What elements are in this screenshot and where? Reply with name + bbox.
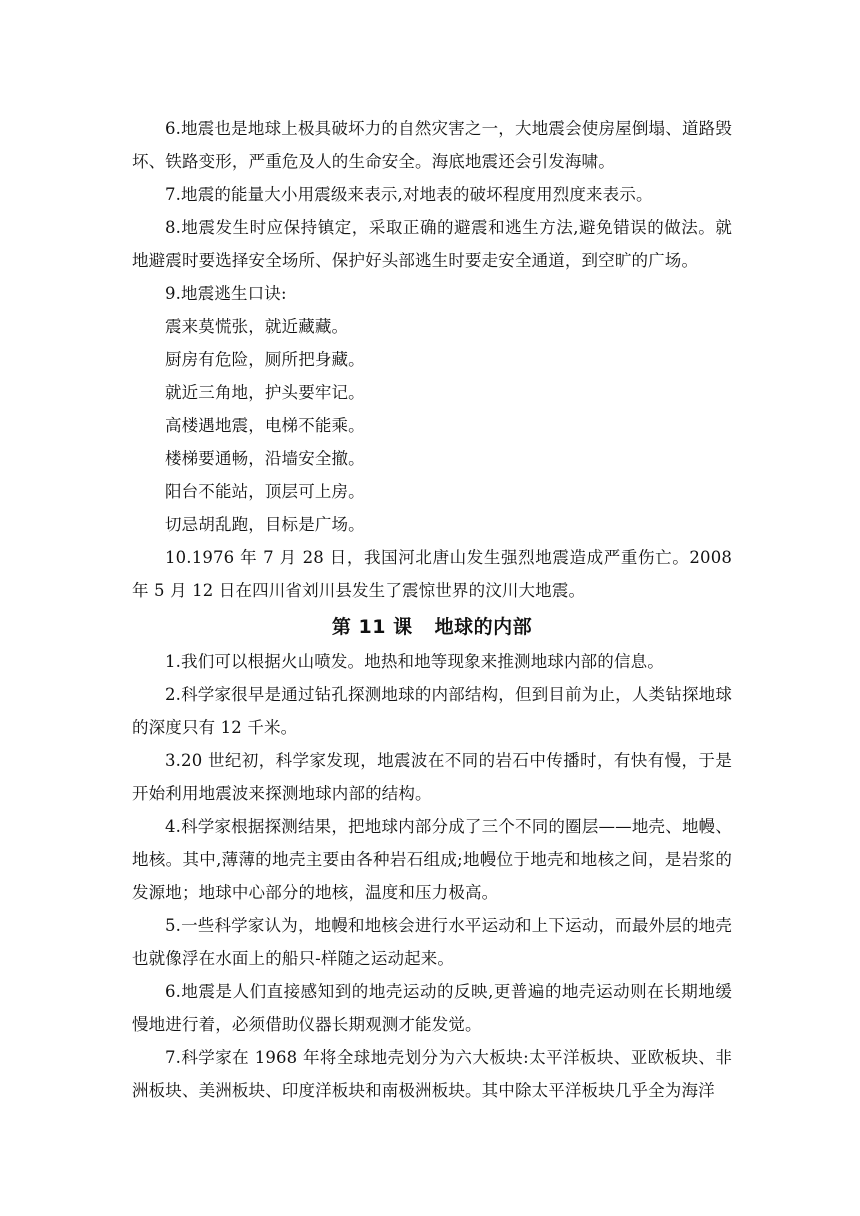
- lesson-item-7: 7.科学家在 1968 年将全球地壳划分为六大板块:太平洋板块、亚欧板块、非洲板块、美洲板块、印度洋板块和南极洲板块。其中除太平洋板块几乎全为海洋: [132, 1048, 732, 1100]
- lesson-item-1: 1.我们可以根据火山喷发。地热和地等现象来推测地球内部的信息。: [165, 652, 664, 671]
- document-page: [132, 112, 732, 1107]
- paragraph-item-9: 9.地震逃生口诀:: [165, 284, 287, 303]
- poem-line: 震来莫慌张，就近藏藏。: [165, 317, 349, 336]
- lesson-item-3: 3.20 世纪初，科学家发现，地震波在不同的岩石中传播时，有快有慢，于是开始利用地震波来探测地球内部的结构。: [132, 751, 732, 803]
- paragraph-item-6: 6.地震也是地球上极具破坏力的自然灾害之一，大地震会使房屋倒塌、道路毁坏、铁路变形，严重危及人的生命安全。海底地震还会引发海啸。: [132, 119, 732, 171]
- paragraph-item-8: 8.地震发生时应保持镇定，采取正确的避震和逃生方法,避免错误的做法。就地避震时要选择安全场所、保护好头部逃生时要走安全通道，到空旷的广场。: [132, 218, 732, 270]
- poem-line: 楼梯要通畅，沿墙安全撤。: [165, 449, 365, 468]
- paragraph-item-10: 10.1976 年 7 月 28 日，我国河北唐山发生强烈地震造成严重伤亡。2008 年 5 月 12 日在四川省刘川县发生了震惊世界的汶川大地震。: [132, 548, 732, 600]
- poem-line: 阳台不能站，顶层可上房。: [165, 482, 365, 501]
- poem-line: 就近三角地，护头要牢记。: [165, 383, 365, 402]
- lesson-number: 第 11 课: [331, 616, 413, 638]
- lesson-item-6: 6.地震是人们直接感知到的地壳运动的反映,更普遍的地壳运动则在长期地缓慢地进行着，必须借助仪器长期观测才能发觉。: [132, 982, 732, 1034]
- escape-poem: [132, 310, 732, 541]
- poem-line: 高楼遇地震，电梯不能乘。: [165, 416, 365, 435]
- lesson-heading: [132, 609, 732, 645]
- poem-line: 厨房有危险，厕所把身藏。: [165, 350, 365, 369]
- poem-line: 切忌胡乱跑，目标是广场。: [165, 515, 365, 534]
- paragraph-item-7: 7.地震的能量大小用震级来表示,对地表的破坏程度用烈度来表示。: [165, 185, 653, 204]
- lesson-item-2: 2.科学家很早是通过钻孔探测地球的内部结构，但到目前为止，人类钻探地球的深度只有 12 千米。: [132, 685, 732, 737]
- lesson-item-5: 5.一些科学家认为，地幔和地核会进行水平运动和上下运动，而最外层的地壳也就像浮在水面上的船只-样随之运动起来。: [132, 916, 732, 968]
- lesson-item-4: 4.科学家根据探测结果，把地球内部分成了三个不同的圈层——地壳、地幔、地核。其中,薄薄的地壳主要由各种岩石组成;地幔位于地壳和地核之间，是岩浆的发源地；地球中心部分的地核，温度和压力极高。: [132, 817, 732, 902]
- lesson-title: 地球的内部: [434, 616, 533, 638]
